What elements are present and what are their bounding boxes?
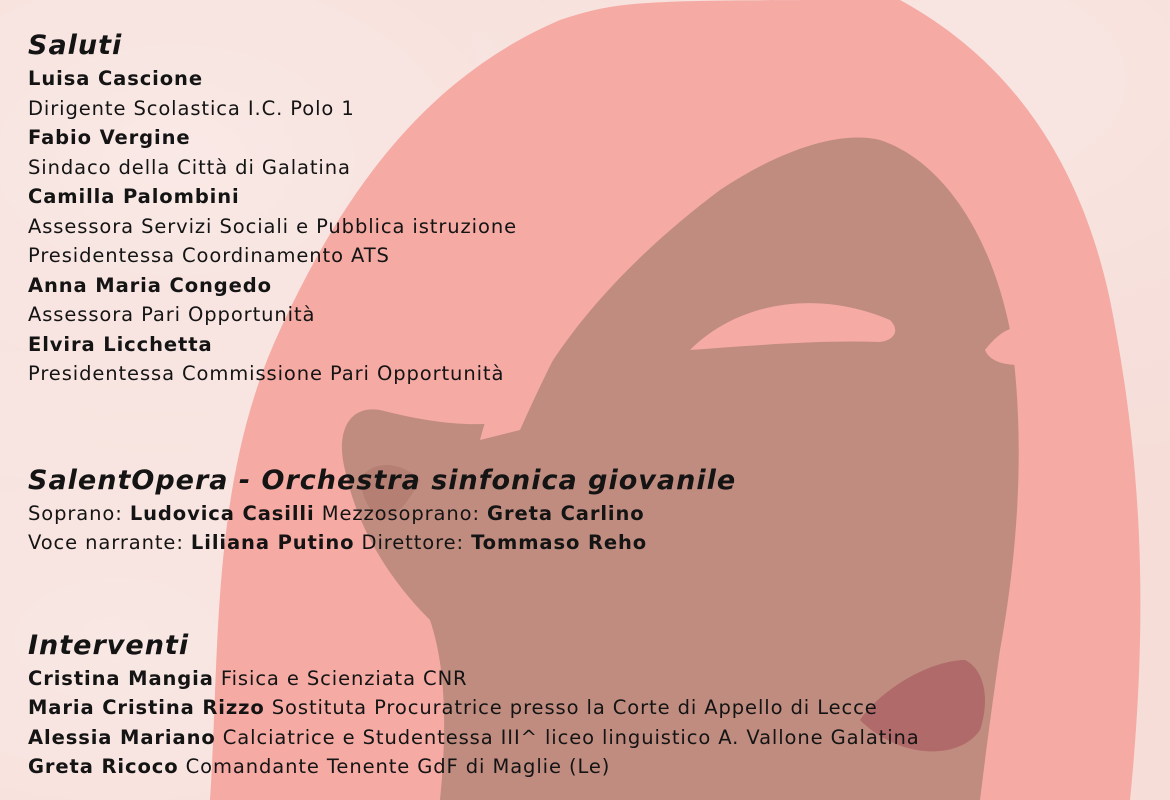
speaker-name: Anna Maria Congedo bbox=[28, 273, 272, 297]
soprano-name: Ludovica Casilli bbox=[129, 501, 315, 525]
mezzo-label: Mezzosoprano: bbox=[321, 501, 480, 525]
interventi-title: Interventi bbox=[28, 629, 190, 661]
soprano-label: Soprano: bbox=[28, 501, 123, 525]
speaker-name: Fabio Vergine bbox=[28, 126, 191, 149]
speaker-role: Presidentessa Commissione Pari Opportunità bbox=[28, 362, 505, 385]
mezzo-name: Greta Carlino bbox=[487, 501, 645, 525]
intervento-role: Fisica e Scienziata CNR bbox=[220, 666, 468, 690]
orchestra-narrator-line bbox=[28, 528, 1148, 558]
director-name: Tommaso Reho bbox=[471, 531, 648, 554]
speaker-role: Assessora Pari Opportunità bbox=[28, 303, 316, 326]
intervento-name: Alessia Mariano bbox=[28, 725, 216, 749]
intervento-item bbox=[28, 752, 1148, 782]
speaker-name: Luisa Cascione bbox=[28, 67, 203, 90]
saluti-title: Saluti bbox=[28, 30, 123, 61]
intervento-role: Comandante Tenente GdF di Maglie (Le) bbox=[185, 755, 611, 778]
speaker-role: Dirigente Scolastica I.C. Polo 1 bbox=[28, 96, 355, 120]
orchestra-singers-line bbox=[28, 499, 1148, 529]
intervento-role: Calciatrice e Studentessa III^ liceo linguistico A. Vallone Galatina bbox=[222, 725, 920, 749]
narrator-name: Liliana Putino bbox=[190, 531, 355, 554]
intervento-item bbox=[28, 723, 1148, 753]
narrator-label: Voce narrante: bbox=[28, 531, 184, 554]
intervento-name: Cristina Mangia bbox=[28, 666, 214, 690]
speaker-role: Sindaco della Città di Galatina bbox=[28, 155, 351, 179]
intervento-role: Sostituta Procuratrice presso la Corte di Appello di Lecce bbox=[271, 696, 878, 719]
intervento-name: Greta Ricoco bbox=[28, 755, 179, 778]
speaker-name: Elvira Licchetta bbox=[28, 332, 213, 356]
intervento-item bbox=[28, 693, 1148, 723]
director-label: Direttore: bbox=[361, 531, 464, 554]
speaker-role: Presidentessa Coordinamento ATS bbox=[28, 244, 390, 267]
speaker-role: Assessora Servizi Sociali e Pubblica istruzione bbox=[28, 214, 517, 238]
speaker-name: Camilla Palombini bbox=[28, 185, 240, 208]
intervento-item bbox=[28, 664, 1148, 694]
program-content bbox=[28, 28, 1148, 782]
intervento-name: Maria Cristina Rizzo bbox=[28, 696, 265, 719]
orchestra-title: SalentOpera - Orchestra sinfonica giovanile bbox=[28, 464, 737, 496]
